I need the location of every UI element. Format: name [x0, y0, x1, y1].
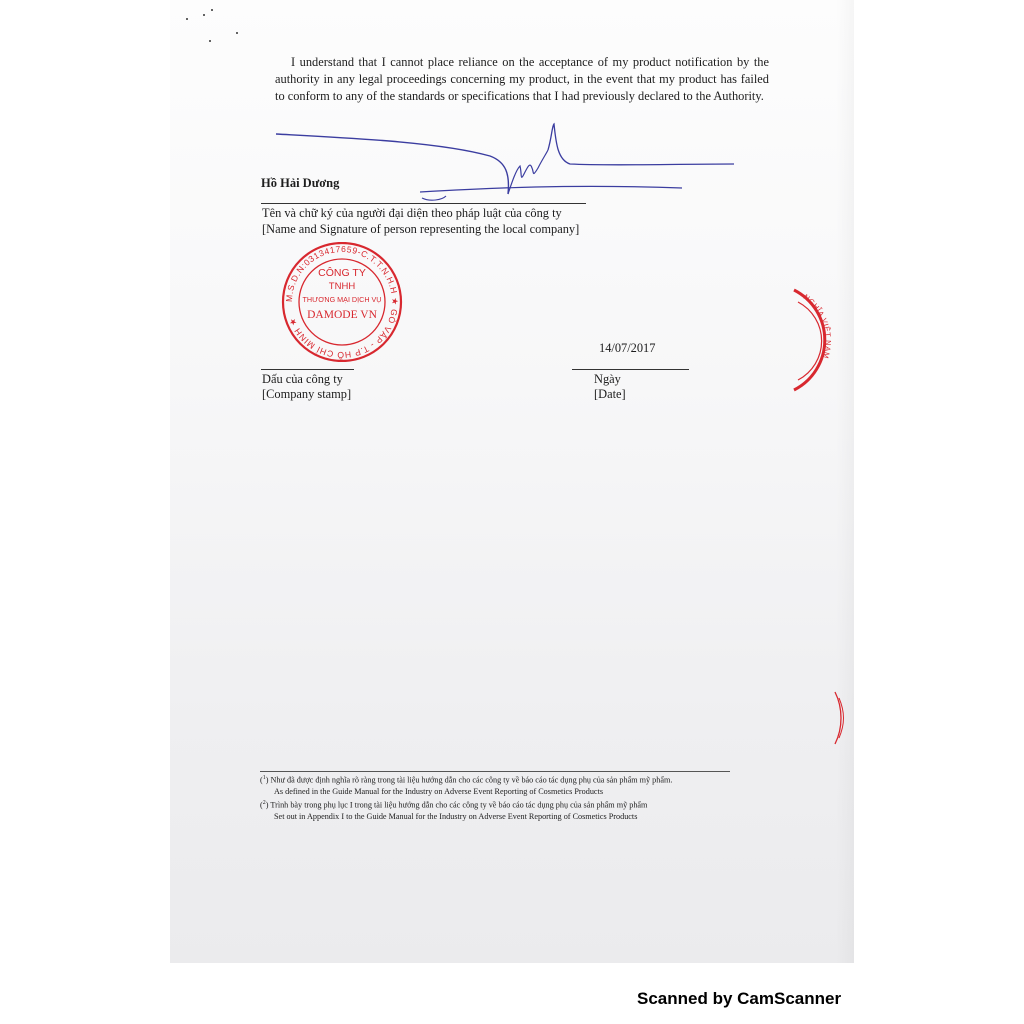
footnote-1-vi: ($^1$) Như đã được định nghĩa rõ ràng trong tài liệu hướng dẫn cho các công ty về báo cáo tác dụng phụ của sản phẩm mỹ phẩm.: [260, 775, 673, 785]
stamp-label-vi: Dấu của công ty: [262, 372, 343, 386]
footnotes: [260, 773, 760, 822]
representative-name: Hồ Hải Dương: [261, 176, 340, 190]
camscanner-watermark: Scanned by CamScanner: [637, 989, 842, 1008]
footnote-1-vi-text: Như đã được định nghĩa rõ ràng trong tài liệu hướng dẫn cho các công ty về báo cáo tác dụng phụ của sản phẩm mỹ phẩm.: [270, 775, 673, 785]
page-edge-shadow: [836, 0, 854, 963]
footnote-2-en: Set out in Appendix I to the Guide Manual for the Industry on Adverse Event Reporting of Cosmetics Products: [274, 811, 638, 821]
footnote-rule: [260, 771, 730, 772]
footnote-1-marker: 1: [262, 775, 266, 781]
signature-line: [261, 203, 586, 204]
date-value: 14/07/2017: [599, 341, 656, 355]
date-label-vi: Ngày: [594, 372, 621, 386]
stamp-line-4: DAMODE VN: [307, 309, 377, 321]
signature-label-en: [Name and Signature of person representing the local company]: [262, 222, 580, 236]
company-stamp: [281, 242, 403, 362]
stamp-line-2: TNHH: [328, 281, 356, 292]
stamp-line-1: CÔNG TY: [318, 267, 366, 279]
date-line: [572, 369, 689, 370]
footnote-2-vi-text: Trình bày trong phụ lục I trong tài liệu hướng dẫn cho các công ty về báo cáo tác dụng phụ của sản phẩm mỹ phẩm: [270, 800, 648, 810]
edge-stamp-marks: [832, 690, 846, 746]
footnote-2-vi: ($^2$) Trình bày trong phụ lục I trong tài liệu hướng dẫn cho các công ty về báo cáo tác dụng phụ của sản phẩm mỹ phẩm: [260, 799, 648, 810]
signature-label-vi: Tên và chữ ký của người đại diện theo pháp luật của công ty: [262, 206, 562, 220]
footnote-2-marker: 2: [262, 799, 266, 806]
date-label-en: [Date]: [594, 387, 626, 401]
declaration-paragraph: I understand that I cannot place reliance on the acceptance of my product notification by the authority in any legal proceedings concerning my product, in the event that my product has failed to conform to any of the standards or specifications that I had previously declared to the Authority.: [275, 55, 769, 103]
stamp-line: [261, 369, 354, 370]
stamp-label-en: [Company stamp]: [262, 387, 352, 401]
stamp-ring-text: M.S.D.N:0313417659-C.T.T.N.H.H ★ GÒ VẤP - T.P HỒ CHÍ MINH ★: [283, 243, 401, 361]
stamp-line-3: THƯƠNG MẠI DỊCH VỤ: [302, 295, 382, 304]
edge-seal-text: NGHĨA VIỆT NAM: [801, 292, 833, 360]
handwritten-signature: [270, 122, 740, 204]
edge-seal-fragment: [788, 288, 836, 392]
svg-text:NGHĨA VIỆT NAM: [802, 292, 833, 360]
footnote-1-en: As defined in the Guide Manual for the Industry on Adverse Event Reporting of Cosmetics Products: [274, 787, 604, 797]
